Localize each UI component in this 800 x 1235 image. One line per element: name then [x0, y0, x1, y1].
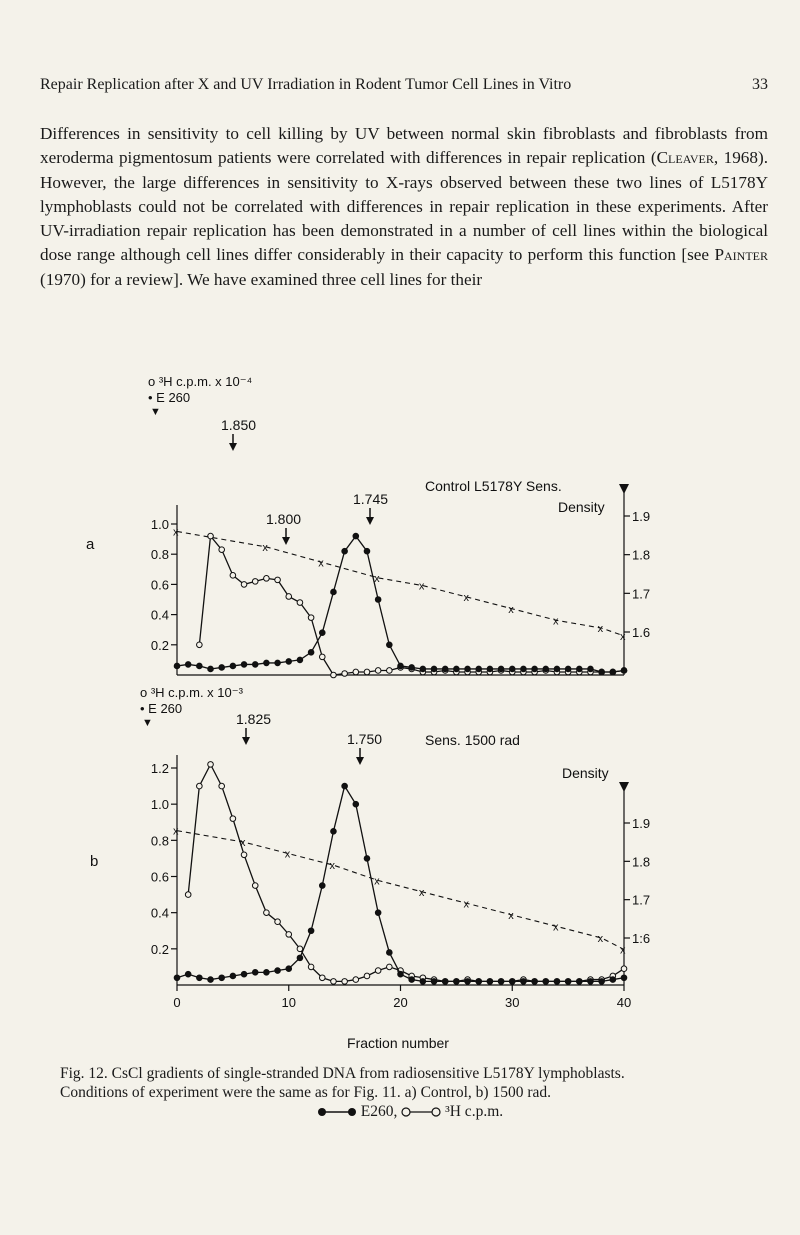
e260-line — [177, 786, 624, 981]
density-tick-label: 1.8 — [632, 854, 651, 870]
peak-label: 1.825 — [236, 711, 272, 727]
cpm-point — [197, 642, 203, 648]
e260-point — [252, 970, 258, 976]
e260-point — [577, 979, 583, 985]
y-tick-label: 0.8 — [150, 547, 169, 563]
density-point: x — [374, 875, 380, 888]
density-point: x — [597, 933, 604, 945]
panel-b — [90, 685, 650, 985]
e260-point — [208, 666, 214, 672]
e260-point — [442, 979, 448, 985]
e260-point — [532, 979, 538, 985]
e260-point — [364, 548, 370, 554]
peak-label: 1.745 — [353, 491, 389, 507]
panel-b-title: Sens. 1500 rad — [425, 732, 520, 748]
caption-line-2: Conditions of experiment were the same as for Fig. 11. a) Control, b) 1500 rad. — [60, 1084, 552, 1101]
e260-point — [364, 856, 370, 862]
e260-point — [543, 666, 549, 672]
e260-point — [454, 979, 460, 985]
cpm-point — [308, 964, 314, 970]
e260-point — [599, 979, 605, 985]
e260-point — [308, 928, 314, 934]
density-point: x — [418, 580, 425, 593]
cpm-point — [286, 932, 292, 938]
cpm-line — [188, 764, 624, 981]
x-tick-label: 40 — [616, 995, 632, 1010]
cpm-point — [275, 919, 281, 925]
density-point: x — [173, 526, 179, 539]
e260-point — [487, 979, 493, 985]
e260-point — [208, 977, 214, 983]
cpm-point — [364, 973, 370, 979]
density-tick-label: 1.9 — [632, 816, 651, 831]
y-tick-label: 1.0 — [150, 517, 169, 532]
density-point: x — [240, 837, 246, 850]
e260-point — [454, 666, 460, 672]
e260-point — [342, 548, 348, 554]
y-tick-label: 0.6 — [150, 869, 169, 885]
caption-legend-e260: E260, — [360, 1103, 398, 1120]
cpm-point — [286, 594, 292, 600]
x-tick-label: 30 — [505, 995, 520, 1010]
peak-arrow-icon — [282, 537, 290, 545]
e260-point — [409, 665, 415, 671]
y-tick-label: 1.0 — [150, 797, 169, 813]
figure-caption — [60, 1064, 760, 1121]
density-point: x — [329, 860, 335, 873]
cpm-point — [241, 852, 247, 858]
filled-circle-line-icon — [317, 1106, 357, 1118]
e260-point — [577, 666, 583, 672]
e260-point — [565, 666, 571, 672]
cpm-point — [342, 671, 348, 677]
paragraph-part-3: (1970) for a review]. We have examined three cell lines for their — [40, 269, 483, 289]
density-tick-label: 1.9 — [632, 509, 651, 524]
e260-point — [252, 662, 258, 668]
cpm-point — [331, 672, 337, 678]
density-point: x — [318, 557, 324, 570]
panel-b-density-label: Density — [562, 765, 609, 781]
e260-point — [398, 663, 404, 669]
cpm-point — [197, 783, 203, 789]
panel-b-legend-e260: • E 260 — [140, 701, 183, 716]
density-point: x — [620, 630, 626, 643]
e260-point — [420, 666, 426, 672]
e260-point — [185, 971, 191, 977]
density-point: x — [508, 910, 514, 922]
density-point: x — [284, 848, 291, 861]
cpm-point — [297, 600, 303, 606]
cpm-point — [275, 577, 281, 583]
open-circle-line-icon — [401, 1106, 441, 1118]
e260-point — [465, 979, 471, 985]
e260-point — [398, 971, 404, 977]
panel-b-letter: b — [90, 853, 99, 870]
cpm-point — [308, 615, 314, 621]
e260-point — [387, 642, 393, 648]
cpm-line — [199, 536, 624, 675]
e260-point — [319, 630, 325, 636]
density-tick-label: 1.7 — [632, 586, 651, 602]
panel-a-density-label: Density — [558, 499, 605, 515]
cpm-point — [353, 977, 359, 983]
e260-point — [521, 979, 527, 985]
cpm-point — [375, 968, 381, 974]
panel-a-legend-cpm: o ³H c.p.m. x 10⁻⁴ — [148, 374, 253, 389]
density-point: x — [418, 887, 425, 899]
e260-point — [431, 979, 437, 985]
density-point: x — [508, 603, 514, 616]
e260-point — [509, 979, 515, 985]
density-tick-label: 1:6 — [632, 931, 651, 946]
e260-point — [219, 975, 225, 981]
panel-b-legend-density: ▼ — [142, 717, 153, 729]
e260-point — [498, 979, 504, 985]
e260-point — [264, 970, 270, 976]
e260-point — [476, 666, 482, 672]
e260-point — [588, 666, 594, 672]
cpm-point — [252, 883, 258, 889]
e260-point — [498, 666, 504, 672]
y-tick-label: 0.2 — [150, 941, 169, 957]
cpm-point — [387, 964, 393, 970]
e260-point — [264, 660, 270, 666]
e260-point — [375, 910, 381, 916]
peak-label: 1.750 — [347, 731, 383, 747]
panel-a-legend-density: ▼ — [150, 406, 161, 418]
e260-point — [409, 977, 415, 983]
panel-a-letter: a — [86, 536, 95, 553]
cpm-point — [264, 576, 270, 582]
peak-arrow-icon — [242, 737, 250, 745]
cpm-point — [621, 966, 627, 972]
cpm-point — [219, 783, 225, 789]
e260-point — [353, 801, 359, 807]
e260-point — [599, 669, 605, 675]
cpm-point — [342, 979, 348, 985]
e260-point — [465, 666, 471, 672]
cpm-point — [219, 547, 225, 553]
density-point: x — [463, 592, 470, 605]
y-tick-label: 0.6 — [150, 577, 169, 593]
cpm-point — [208, 762, 214, 768]
e260-point — [476, 979, 482, 985]
cpm-point — [375, 668, 381, 674]
e260-point — [342, 783, 348, 789]
peak-arrow-icon — [229, 443, 237, 451]
y-tick-label: 0.4 — [150, 607, 169, 623]
e260-point — [219, 665, 225, 671]
x-tick-label: 0 — [173, 995, 181, 1010]
density-tick-label: 1.8 — [632, 547, 651, 563]
running-title: Repair Replication after X and UV Irradiation in Rodent Tumor Cell Lines in Vitro — [40, 76, 572, 93]
cpm-point — [264, 910, 270, 916]
paragraph-part-1: Differences in sensitivity to cell killing by UV between normal skin fibroblasts and fibroblasts from xeroderma pigmentosum patients were correlated with differences in repair replication ( — [40, 124, 768, 168]
e260-point — [554, 666, 560, 672]
cpm-point — [353, 669, 359, 675]
e260-point — [532, 666, 538, 672]
density-point: x — [262, 541, 268, 554]
y-tick-label: 0.8 — [150, 833, 169, 849]
density-point: x — [552, 921, 559, 934]
e260-point — [621, 668, 627, 674]
e260-point — [197, 975, 203, 981]
e260-point — [286, 966, 292, 972]
e260-point — [230, 973, 236, 979]
density-tick-label: 1.6 — [632, 625, 651, 640]
density-point: x — [597, 623, 604, 636]
panel-a-plot — [151, 417, 650, 678]
panel-b-legend-cpm: o ³H c.p.m. x 10⁻³ — [140, 685, 243, 700]
x-axis-label: Fraction number — [347, 1035, 449, 1051]
fraction-x-axis — [173, 985, 631, 1010]
e260-point — [174, 663, 180, 669]
e260-point — [487, 666, 493, 672]
y-tick-label: 1.2 — [150, 761, 169, 776]
e260-point — [286, 659, 292, 665]
e260-point — [197, 663, 203, 669]
cpm-point — [241, 582, 247, 588]
x-tick-label: 20 — [393, 995, 408, 1010]
density-point: x — [173, 825, 179, 838]
e260-point — [241, 971, 247, 977]
peak-arrow-icon — [356, 757, 364, 765]
e260-point — [621, 975, 627, 981]
panel-a-title: Control L5178Y Sens. — [425, 478, 562, 494]
paragraph-part-2: , 1968). However, the large differences in sensitivity to X-rays observed between these two lines of L5178Y lymphoblasts could not be correlated with differences in repair replication in these experiments. After UV-irradiation repair replication has been demonstrated in a number of cell lines within the biological dose range although cell lines differ considerably in their capacity to perform this function [see — [40, 148, 768, 265]
e260-point — [543, 979, 549, 985]
density-point: x — [552, 615, 559, 628]
cpm-point — [331, 979, 337, 985]
e260-point — [375, 597, 381, 603]
e260-point — [521, 666, 527, 672]
peak-label: 1.850 — [221, 417, 257, 433]
e260-point — [420, 979, 426, 985]
panel-a — [86, 374, 650, 678]
cpm-point — [387, 668, 393, 674]
e260-point — [588, 979, 594, 985]
density-point: x — [374, 572, 380, 585]
e260-point — [610, 977, 616, 983]
e260-point — [442, 666, 448, 672]
peak-label: 1.800 — [266, 511, 302, 527]
citation-cleaver: Cleaver — [656, 148, 714, 168]
e260-point — [230, 663, 236, 669]
y-tick-label: 0.4 — [150, 905, 169, 921]
caption-line-1: Fig. 12. CsCl gradients of single-stranded DNA from radiosensitive L5178Y lymphoblasts. — [60, 1065, 625, 1082]
panel-a-legend-e260: • E 260 — [148, 390, 191, 405]
x-tick-label: 10 — [281, 995, 296, 1010]
e260-point — [308, 650, 314, 656]
cpm-point — [319, 975, 325, 981]
density-point: x — [463, 898, 470, 911]
caption-legend-cpm: ³H c.p.m. — [445, 1103, 504, 1120]
e260-line — [177, 536, 624, 672]
cpm-point — [319, 654, 325, 660]
e260-point — [241, 662, 247, 668]
e260-point — [509, 666, 515, 672]
e260-point — [174, 975, 180, 981]
density-arrow-icon — [619, 782, 629, 792]
density-arrow-icon — [619, 484, 629, 494]
cpm-point — [252, 579, 258, 585]
e260-point — [353, 533, 359, 539]
density-tick-label: 1.7 — [632, 892, 651, 908]
e260-point — [297, 657, 303, 663]
e260-point — [297, 955, 303, 961]
y-tick-label: 0.2 — [150, 637, 169, 653]
e260-point — [319, 883, 325, 889]
e260-point — [387, 950, 393, 956]
e260-point — [431, 666, 437, 672]
e260-point — [565, 979, 571, 985]
cpm-point — [297, 946, 303, 952]
density-point: x — [620, 944, 626, 957]
e260-point — [275, 968, 281, 974]
citation-painter: Painter — [714, 245, 768, 265]
page-number: 33 — [752, 76, 768, 93]
peak-arrow-icon — [366, 517, 374, 525]
cpm-point — [185, 892, 191, 898]
panel-b-plot — [151, 711, 650, 985]
e260-point — [331, 828, 337, 834]
cpm-point — [230, 573, 236, 579]
e260-point — [185, 662, 191, 668]
caption-legend — [60, 1102, 760, 1121]
e260-point — [610, 669, 616, 675]
e260-point — [275, 660, 281, 666]
cpm-point — [364, 669, 370, 675]
e260-point — [331, 589, 337, 595]
e260-point — [554, 979, 560, 985]
cpm-point — [230, 816, 236, 822]
